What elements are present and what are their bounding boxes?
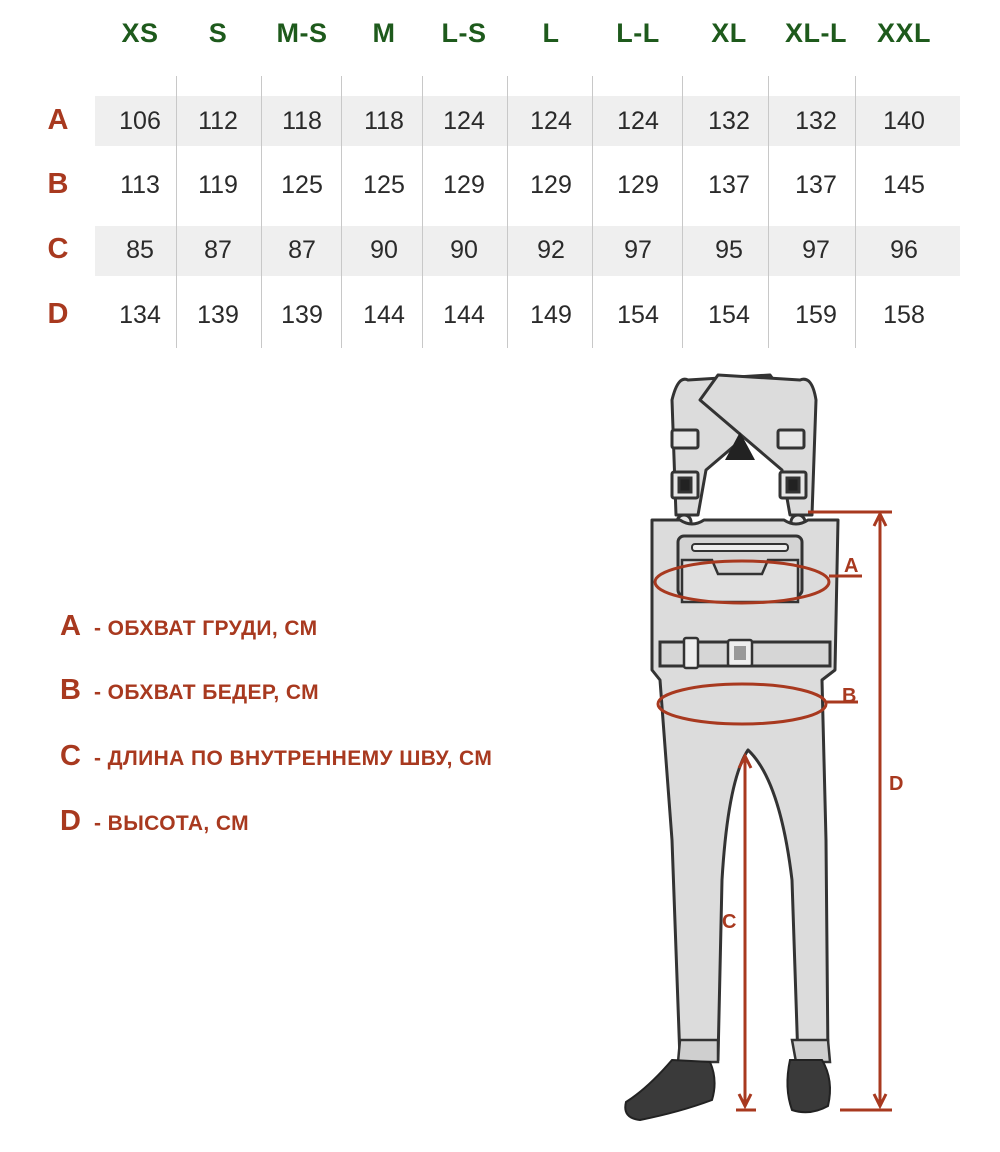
table-cell: 124 [617, 107, 659, 135]
column-divider [507, 76, 508, 348]
table-cell: 97 [624, 236, 652, 264]
table-cell: 125 [363, 171, 405, 199]
table-cell: 90 [370, 236, 398, 264]
table-cell: 154 [617, 301, 659, 329]
table-cell: 159 [795, 301, 837, 329]
table-cell: 119 [198, 171, 238, 199]
buckle-icon [679, 478, 691, 492]
column-divider [592, 76, 593, 348]
size-header: L-L [616, 18, 660, 48]
table-cell: 87 [288, 236, 316, 264]
size-header: S [208, 18, 228, 48]
left-cuff [678, 1040, 718, 1062]
size-header: M [372, 18, 396, 48]
legend-text: - ДЛИНА ПО ВНУТРЕННЕМУ ШВУ, СМ [94, 747, 493, 770]
table-cell: 129 [617, 171, 659, 199]
marker-label-c: C [722, 911, 737, 933]
table-cell: 87 [204, 236, 232, 264]
table-cell: 132 [708, 107, 750, 135]
wader-illustration [600, 360, 920, 1140]
belt-buckle-icon [734, 646, 746, 660]
legend-item-c [60, 740, 492, 773]
table-cell: 125 [281, 171, 323, 199]
legend-text: - ОБХВАТ ГРУДИ, СМ [94, 617, 318, 640]
table-cell: 90 [450, 236, 478, 264]
marker-label-a: A [844, 555, 859, 577]
table-cell: 85 [126, 236, 154, 264]
table-cell: 96 [890, 236, 918, 264]
table-cell: 137 [708, 171, 750, 199]
buckle-icon [778, 430, 804, 448]
legend-text: - ВЫСОТА, СМ [94, 812, 250, 835]
legend-item-d [60, 805, 249, 838]
right-boot [787, 1060, 830, 1112]
size-header: XXL [876, 18, 931, 48]
size-header: XL [711, 18, 747, 48]
row-label: C [47, 233, 69, 265]
size-header: XS [121, 18, 159, 48]
table-cell: 158 [883, 301, 925, 329]
row-label: B [47, 168, 69, 200]
legend-letter: A [60, 610, 81, 642]
size-header: M-S [276, 18, 328, 48]
table-cell: 139 [281, 301, 323, 329]
table-cell: 144 [443, 301, 485, 329]
table-cell: 134 [119, 301, 161, 329]
marker-label-d: D [889, 773, 904, 795]
size-header: XL-L [785, 18, 847, 48]
table-cell: 124 [530, 107, 572, 135]
buckle-icon [672, 430, 698, 448]
table-cell: 97 [802, 236, 830, 264]
table-cell: 95 [715, 236, 743, 264]
table-cell: 92 [537, 236, 565, 264]
table-cell: 124 [443, 107, 485, 135]
size-header: L [542, 18, 560, 48]
legend-item-b [60, 674, 319, 707]
belt-loop [684, 638, 698, 668]
table-cell: 129 [443, 171, 485, 199]
right-cuff [792, 1040, 830, 1062]
legend-letter: D [60, 805, 81, 837]
table-cell: 140 [883, 107, 925, 135]
legend-text: - ОБХВАТ БЕДЕР, СМ [94, 681, 320, 704]
column-divider [682, 76, 683, 348]
table-cell: 118 [282, 107, 322, 135]
marker-label-b: B [842, 685, 857, 707]
table-cell: 113 [120, 171, 160, 199]
size-header: L-S [441, 18, 487, 48]
left-boot [625, 1060, 714, 1120]
table-cell: 139 [197, 301, 239, 329]
table-cell: 129 [530, 171, 572, 199]
row-label: A [47, 104, 69, 136]
table-cell: 137 [795, 171, 837, 199]
table-cell: 144 [363, 301, 405, 329]
buckle-icon [787, 478, 799, 492]
table-cell: 132 [795, 107, 837, 135]
pocket-zipper [692, 544, 788, 551]
table-cell: 112 [198, 107, 238, 135]
table-cell: 118 [364, 107, 404, 135]
table-cell: 149 [530, 301, 572, 329]
table-cell: 106 [119, 107, 161, 135]
table-cell: 145 [883, 171, 925, 199]
table-cell: 154 [708, 301, 750, 329]
legend-letter: C [60, 740, 81, 772]
legend-letter: B [60, 674, 81, 706]
row-label: D [47, 298, 69, 330]
legend-item-a [60, 610, 318, 643]
